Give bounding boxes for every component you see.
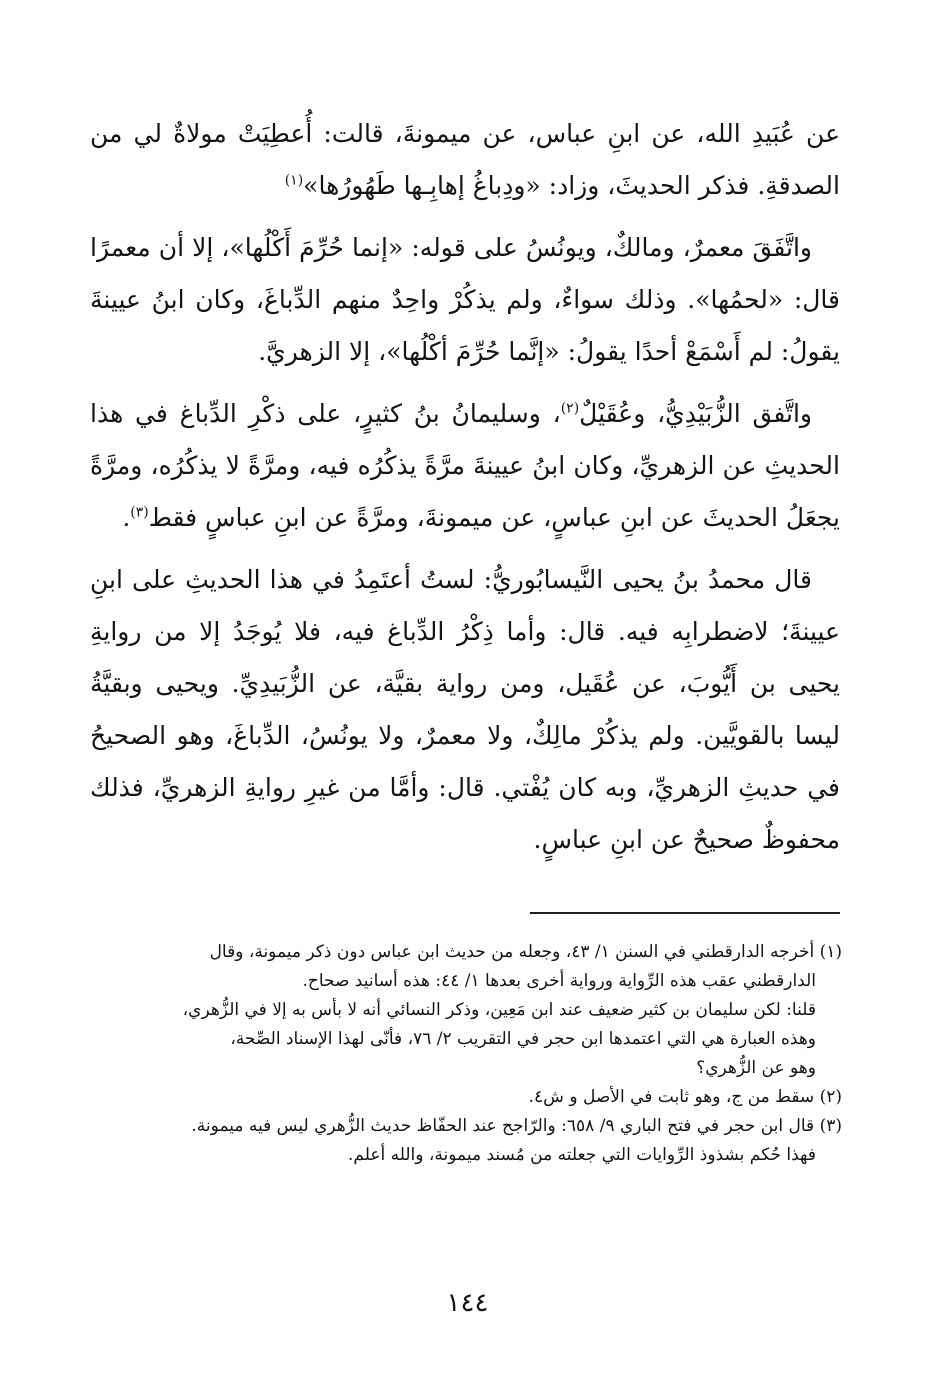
paragraph-3 — [90, 388, 840, 544]
paragraph-4-text: قال محمدُ بنُ يحيى النَّيسابُوريُّ: لستُ أعتَمِدُ في هذا الحديثِ على ابنِ عيينةَ؛ لاضطرابِه فيه. قال: وأما ذِكْرُ الدِّباغ فيه، فلا يُوجَدُ إلا من روايةِ يحيى بن أَيُّوبَ، عن عُقَيل، ومن رواية بقيَّة، عن الزُّبَيدِيِّ. ويحيى وبقيَّةُ ليسا بالقويَّين. ولم يذكُرْ مالِكٌ، ولا معمرٌ، ولا يونُسُ، الدِّباغَ، وهو الصحيحُ في حديثِ الزهريِّ، وبه كان يُفْتي. قال: وأمَّا من غيرِ روايةِ الزهريِّ، فذلك محفوظٌ صحيحٌ عن ابنِ عباسٍ. — [90, 565, 840, 854]
footnote-ref-2[interactable]: (٢) — [560, 400, 580, 417]
footnote-line: وهذه العبارة هي التي اعتمدها ابن حجر في التقريب ٢/ ٧٦، فأنّى لهذا الإسناد الصِّحة، — [230, 1029, 816, 1049]
paragraph-4 — [90, 554, 840, 866]
footnote-line: (٢) سقط من ج، وهو ثابت في الأصل و ش٤. — [528, 1087, 842, 1107]
footnotes-section — [90, 938, 842, 1170]
footnote-line: (١) أخرجه الدارقطني في السنن ١/ ٤٣، وجعله من حديث ابن عباس دون ذكر ميمونة، وقال — [209, 942, 842, 962]
paragraph-3-end: . — [122, 503, 131, 532]
footnote-line: (٣) قال ابن حجر في فتح الباري ٩/ ٦٥٨: والرّاجح عند الحفّاظ حديث الزُّهري ليس فيه ميمونة. — [191, 1116, 842, 1136]
main-text — [90, 108, 840, 876]
footnote-line: قلنا: لكن سليمان بن كثير ضعيف عند ابن مَعِين، وذكر النسائي أنه لا بأس به إلا في الزُّهري، — [182, 1000, 816, 1020]
footnote-line: فهذا حُكم بشذوذ الرِّوايات التي جعلته من مُسند ميمونة، والله أعلم. — [348, 1145, 816, 1165]
footnote-ref-3[interactable]: (٣) — [130, 504, 149, 521]
page-number: ١٤٤ — [446, 1288, 489, 1318]
footnote-line: وهو عن الزُّهري؟ — [696, 1058, 816, 1078]
paragraph-3-text: واتَّفق الزُّبَيْدِيُّ، وعُقَيْلٌ — [579, 399, 812, 428]
paragraph-1 — [90, 108, 840, 212]
paragraph-2-text: واتَّفَقَ معمرٌ، ومالكٌ، ويونُسُ على قوله: «إنما حُرِّمَ أَكْلُها»، إلا أن معمرًا قال: «لحمُها». وذلك سواءٌ، ولم يذكُرْ واحِدٌ منهم الدِّباغَ، وكان ابنُ عيينةَ يقولُ: لم أَسْمَعْ أحدًا يقولُ: «إنَّما حُرِّمَ أكْلُها»، إلا الزهريَّ. — [90, 233, 840, 366]
footnote-ref-1[interactable]: (١) — [284, 172, 304, 189]
paragraph-1-text: عن عُبَيدِ الله، عن ابنِ عباس، عن ميمونةَ، قالت: أُعطِيَتْ مولاةٌ لي من الصدقةِ. فذكر الحديثَ، وزاد: «ودِباغُ إهابِـها طَهُورُها» — [90, 119, 840, 200]
footnote-divider — [530, 912, 840, 914]
paragraph-2 — [90, 222, 840, 378]
paragraph-3-text-cont: ، وسليمانُ بنُ كثيرٍ، على ذكْرِ الدِّباغ في هذا الحديثِ عن الزهريِّ، وكان ابنُ عيينةَ مرَّةً يذكُرُه فيه، ومرَّةً لا يذكُرُه، ومرَّةً يجعَلُ الحديثَ عن ابنِ عباسٍ، عن ميمونةَ، ومرَّةً عن ابنِ عباسٍ فقط — [90, 399, 840, 532]
footnote-line: الدارقطني عقب هذه الرِّواية ورواية أخرى بعدها ١/ ٤٤: هذه أسانيد صحاح. — [302, 971, 816, 991]
